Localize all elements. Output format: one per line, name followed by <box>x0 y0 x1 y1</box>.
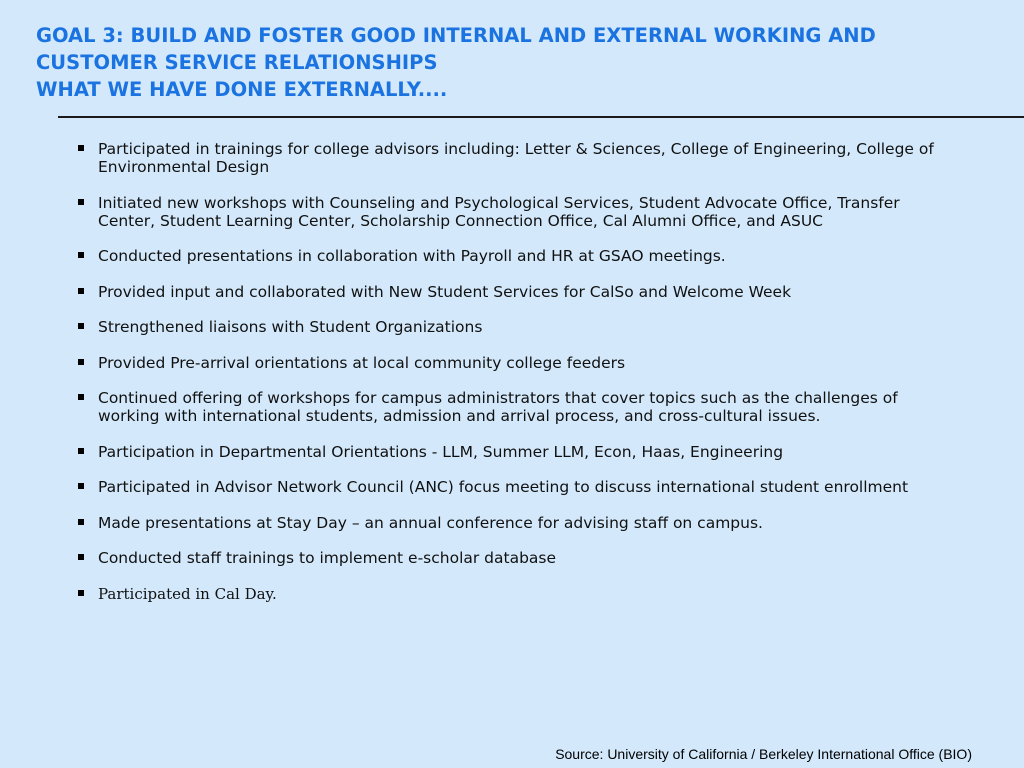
bullet-marker-icon <box>78 288 84 294</box>
bullet-item <box>78 585 948 603</box>
slide-title <box>36 22 996 103</box>
bullet-item <box>78 318 948 336</box>
bullet-item <box>78 140 948 176</box>
bullet-text: Participated in trainings for college advisors including: Letter & Sciences, College of Engineering, College of Environmental Design <box>98 140 934 176</box>
source-citation: Source: University of California / Berkeley International Office (BIO) <box>555 746 972 762</box>
slide-title-line-2: CUSTOMER SERVICE RELATIONSHIPS <box>36 51 438 74</box>
bullet-text: Strengthened liaisons with Student Organizations <box>98 318 483 336</box>
bullet-text: Initiated new workshops with Counseling and Psychological Services, Student Advocate Office, Transfer Center, Student Learning Center, Scholarship Connection Office, Cal Alumni Office, and ASUC <box>98 193 900 230</box>
bullet-item <box>78 549 948 567</box>
bullet-marker-icon <box>78 519 84 525</box>
bullet-text: Continued offering of workshops for campus administrators that cover topics such as the challenges of working with international students, admission and arrival process, and cross-cultural issues. <box>98 389 898 425</box>
bullet-item <box>78 514 948 532</box>
slide-title-line-1: GOAL 3: BUILD AND FOSTER GOOD INTERNAL AND EXTERNAL WORKING AND <box>36 24 876 47</box>
bullet-item <box>78 354 948 372</box>
bullet-text: Provided input and collaborated with New Student Services for CalSo and Welcome Week <box>98 282 792 301</box>
bullet-item <box>78 478 948 496</box>
bullet-marker-icon <box>78 359 84 365</box>
bullet-item <box>78 194 948 230</box>
bullet-text: Provided Pre-arrival orientations at local community college feeders <box>98 353 626 372</box>
bullet-marker-icon <box>78 394 84 400</box>
bullet-marker-icon <box>78 590 84 596</box>
bullet-text: Participated in Cal Day. <box>98 584 277 603</box>
bullet-text: Conducted presentations in collaboration with Payroll and HR at GSAO meetings. <box>98 247 726 265</box>
bullet-item <box>78 247 948 265</box>
bullet-marker-icon <box>78 145 84 151</box>
bullet-text: Conducted staff trainings to implement e-scholar database <box>98 549 557 567</box>
bullet-marker-icon <box>78 199 84 205</box>
bullet-marker-icon <box>78 252 84 258</box>
bullet-item <box>78 389 948 425</box>
slide-title-line-3: WHAT WE HAVE DONE EXTERNALLY.... <box>36 78 448 101</box>
bullet-item <box>78 443 948 461</box>
title-divider <box>58 116 1024 118</box>
bullet-marker-icon <box>78 448 84 454</box>
bullet-item <box>78 283 948 301</box>
bullet-marker-icon <box>78 483 84 489</box>
bullet-text: Participation in Departmental Orientations - LLM, Summer LLM, Econ, Haas, Engineering <box>98 442 784 461</box>
bullet-text: Participated in Advisor Network Council (ANC) focus meeting to discuss international student enrollment <box>98 478 909 496</box>
bullet-marker-icon <box>78 323 84 329</box>
bullet-list <box>78 140 948 620</box>
bullet-text: Made presentations at Stay Day – an annual conference for advising staff on campus. <box>98 513 763 532</box>
bullet-marker-icon <box>78 554 84 560</box>
